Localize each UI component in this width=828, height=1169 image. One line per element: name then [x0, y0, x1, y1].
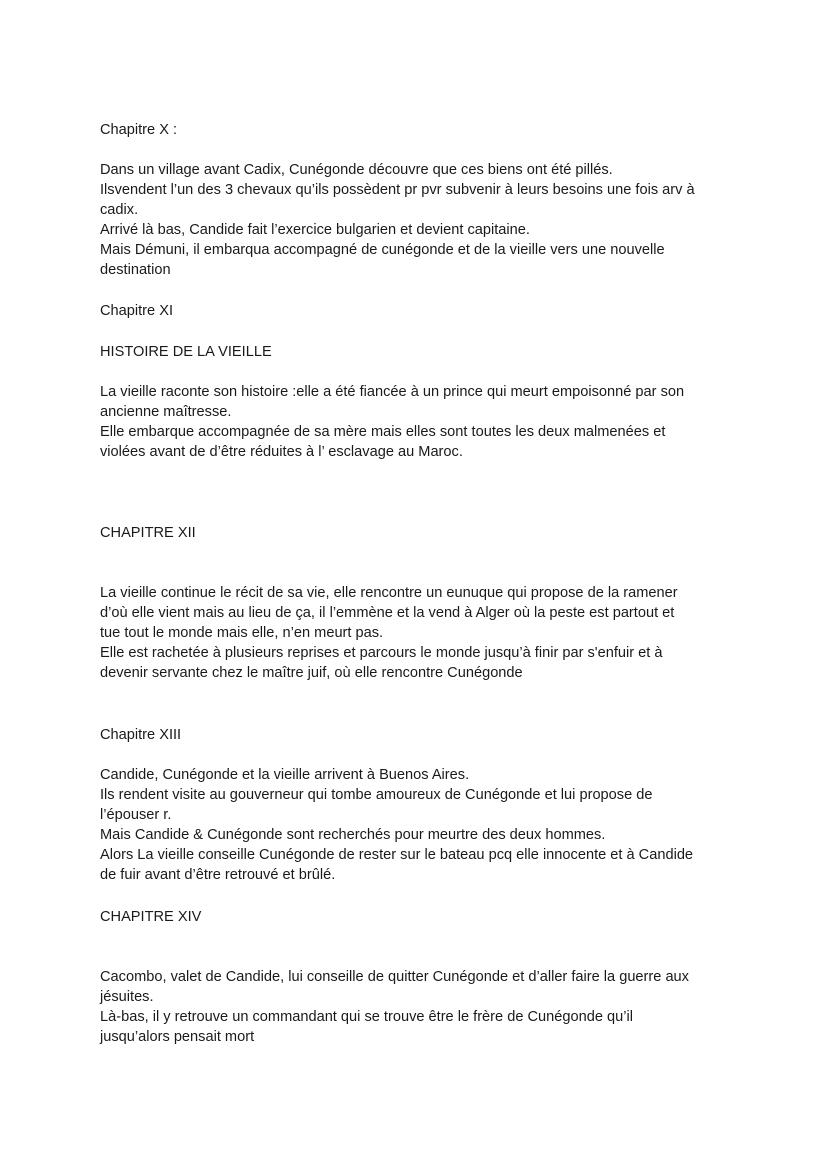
chapter-11-title: Chapitre XI [100, 303, 174, 319]
chapter-10-body [100, 160, 740, 280]
chapter-13-body [100, 765, 740, 885]
text-line: La vieille continue le récit de sa vie, elle rencontre un eunuque qui propose de la ramener [100, 585, 678, 601]
chapter-12-title: CHAPITRE XII [100, 525, 196, 541]
text-line: destination [100, 262, 171, 278]
chapter-14-body [100, 967, 740, 1047]
text-line: jésuites. [100, 989, 154, 1005]
chapter-11-subtitle: HISTOIRE DE LA VIEILLE [100, 344, 272, 360]
text-line: Ilsvendent l’un des 3 chevaux qu’ils possèdent pr pvr subvenir à leurs besoins une fois arv à [100, 182, 695, 198]
text-line: Ils rendent visite au gouverneur qui tombe amoureux de Cunégonde et lui propose de [100, 787, 653, 803]
text-line: Là-bas, il y retrouve un commandant qui se trouve être le frère de Cunégonde qu’il [100, 1009, 633, 1025]
text-line: devenir servante chez le maître juif, où elle rencontre Cunégonde [100, 665, 523, 681]
text-line: Mais Candide & Cunégonde sont recherchés pour meurtre des deux hommes. [100, 827, 606, 843]
text-line: Cacombo, valet de Candide, lui conseille de quitter Cunégonde et d’aller faire la guerre aux [100, 969, 689, 985]
text-line: d’où elle vient mais au lieu de ça, il l’emmène et la vend à Alger où la peste est partout et [100, 605, 675, 621]
text-line: Alors La vieille conseille Cunégonde de rester sur le bateau pcq elle innocente et à Candide [100, 847, 694, 863]
text-line: jusqu’alors pensait mort [100, 1029, 255, 1045]
text-line: ancienne maîtresse. [100, 404, 232, 420]
chapter-12-body [100, 583, 740, 683]
chapter-11-body [100, 382, 740, 462]
text-line: de fuir avant d’être retrouvé et brûlé. [100, 867, 336, 883]
text-line: Mais Démuni, il embarqua accompagné de cunégonde et de la vieille vers une nouvelle [100, 242, 665, 258]
text-line: l’épouser r. [100, 807, 172, 823]
chapter-10-title: Chapitre X : [100, 122, 178, 138]
text-line: Elle est rachetée à plusieurs reprises et parcours le monde jusqu’à finir par s'enfuir et à [100, 645, 663, 661]
text-line: Dans un village avant Cadix, Cunégonde découvre que ces biens ont été pillés. [100, 162, 613, 178]
text-line: Elle embarque accompagnée de sa mère mais elles sont toutes les deux malmenées et [100, 424, 666, 440]
text-line: Candide, Cunégonde et la vieille arrivent à Buenos Aires. [100, 767, 470, 783]
text-line: Arrivé là bas, Candide fait l’exercice bulgarien et devient capitaine. [100, 222, 530, 238]
text-line: cadix. [100, 202, 139, 218]
chapter-14-title: CHAPITRE XIV [100, 909, 202, 925]
chapter-13-title: Chapitre XIII [100, 727, 182, 743]
text-line: violées avant de d’être réduites à l’ esclavage au Maroc. [100, 444, 463, 460]
text-line: La vieille raconte son histoire :elle a été fiancée à un prince qui meurt empoisonné par son [100, 384, 685, 400]
text-line: tue tout le monde mais elle, n’en meurt pas. [100, 625, 384, 641]
